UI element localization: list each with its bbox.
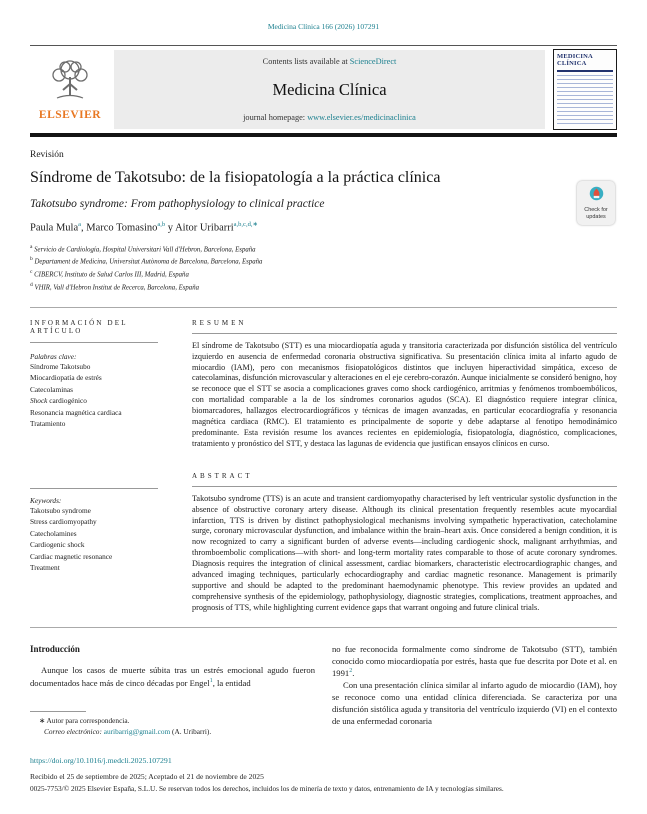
resumen-text: El síndrome de Takotsubo (STT) es una miocardiopatía aguda y transitoria caracterizada por disfunción sistólica del ventrículo izquierdo en ausencia de enfermedad coronaria obstructiva significativa. Su presentación clínica imita al infarto agudo de miocardio (IAM), pero con mecanismos fisiopatológicos distintos que incluyen hiperactividad simpática, exceso de catecolaminas, disfunción microvascular y alteraciones en el eje cerebro-corazón. Aunque inicialmente se consideró benigno, hoy se reconoce que el STT se asocia a complicaciones graves como shock cardiogénico, arritmias y fenómenos tromboembólicos, con mortalidad comparable a la de los síndromes coronarios agudos (SCA). El diagnóstico requiere integrar clínica, biomarcadores, hallazgos electrocardiográficos y técnicas de imagen avanzadas, en particular ecocardiografía y resonancia magnética cardiaca (RMC). El tratamiento es principalmente de soporte y debe adaptarse al fenotipo hemodinámico predominante. Esta revisión resume los avances recientes en epidemiología, fisiopatología, diagnóstico, complicaciones, tratamiento y pronóstico del STT, y destaca las lagunas de evidencia que justifican ensayos clínicos en curso. [192,340,617,448]
body-left-column [30,644,315,738]
reference-2-link[interactable]: 2 [349,668,353,675]
journal-citation: Medicina Clínica 166 (2026) 107291 [267,22,380,31]
abstract-block [192,472,617,614]
journal-masthead [114,50,545,129]
palabra-clave-item: Shock cardiogénico [30,396,87,406]
sciencedirect-link[interactable]: ScienceDirect [349,57,397,66]
author-line [30,220,617,234]
body-paragraph: no fue reconocida formalmente como síndrome de Takotsubo (STT), también conocido como miocardiopatía por estrés, hasta que fue descrita por Dote et al. en 1991$^2$. [332,643,617,679]
article-title-en: Takotsubo syndrome: From pathophysiology to clinical practice [30,198,325,210]
crossmark-icon [589,186,604,206]
journal-cover-thumbnail[interactable] [553,49,617,130]
article-type-label: Revisión [30,150,64,160]
body-columns [30,644,617,738]
author-separator: y [165,222,176,234]
doi-link[interactable]: https://doi.org/10.1016/j.medcli.2025.107291 [30,756,172,766]
palabra-clave-item: Catecolaminas [30,384,73,394]
elsevier-tree-icon [47,59,93,108]
keywords-block [30,488,178,574]
keywords-list [30,505,178,574]
check-for-updates-label: Check for updates [584,206,608,220]
contents-line [118,57,541,66]
author-affil-sup: a,b [157,221,166,228]
introduction-paragraph: Aunque los casos de muerte súbita tras un estrés emocional agudo fueron documentados hace más de cinco décadas por Engel$^1$, la entidad [30,664,315,688]
abstract-text: Takotsubo syndrome (TTS) is an acute and transient cardiomyopathy characterised by left ventricular systolic dysfunction in the absence of obstructive coronary artery disease. Although its clinical presentation frequently resembles acute myocardial infarction, TTS is driven by distinct pathophysiological mechanisms involving sympathetic hyperactivation, catecholamine surge, coronary microvascular dysfunction, and imbalance within the brain–heart axis. Once considered a benign condition, it is now recognized to carry a significant burden of adverse events—including cardiogenic shock, malignant arrhythmias, and thromboembolic complications—with short- and long-term mortality rates comparable to those of acute coronary syndromes. Diagnosis requires the integration of clinical assessment, cardiac biomarkers, characteristic electrocardiographic changes, and advanced imaging techniques, particularly echocardiography and cardiac magnetic resonance. Management is primarily supportive and should be adapted to the predominant haemodynamic phenotype. This review provides an updated and comprehensive synthesis of the epidemiology, pathophysiology, diagnostic strategies, complications, treatment approaches, and prognosis of TTS, while highlighting current evidence gaps that warrant ongoing and future clinical trials. [192,493,617,612]
body-paragraph: Con una presentación clínica similar al infarto agudo de miocardio (IAM), hoy se reconoce como una entidad clínica diferenciada. Se caracteriza por una disfunción sistólica aguda y transitoria del ventrículo izquierdo (VI) en el contexto de una enfermedad coronaria [332,680,617,726]
correspondence-footnote [30,711,315,738]
palabra-clave-item: Síndrome Takotsubo [30,361,91,371]
affiliation-line: $^a$ Servicio de Cardiología, Hospital Universitari Vall d'Hebron, Barcelona, España [30,243,256,253]
author-separator: , [81,222,87,234]
resumen-rule [192,333,617,334]
abstract-rule [192,486,617,487]
affiliation-line: $^d$ VHIR, Vall d'Hebron Institut de Recerca, Barcelona, España [30,281,199,292]
homepage-prefix: journal homepage: [243,113,308,122]
copyright-line: 0025-7753/© 2025 Elsevier España, S.L.U. Se reservan todos los derechos, incluidos los de minería de texto y datos, entrenamiento de IA y tecnologías similares. [30,784,504,794]
keywords-rule [30,488,158,489]
author-name: Paula Mula [30,222,79,234]
palabra-clave-item: Resonancia magnética cardiaca [30,407,122,417]
abstracts-column [192,319,617,614]
affiliation-line: $^b$ Departament de Medicina, Universitat Autònoma de Barcelona, Barcelona, España [30,256,263,266]
reference-1-link[interactable]: 1 [209,677,213,684]
palabras-clave-list [30,361,178,430]
article-info-rule [30,342,158,343]
page-footer [30,750,617,793]
elsevier-logo[interactable] [30,49,110,130]
divider-above-abstract [30,307,617,308]
article-info-column [30,319,192,614]
palabra-clave-item: Tratamiento [30,419,66,429]
journal-title: Medicina Clínica [272,79,387,99]
cover-toc-lines [557,75,613,127]
divider-above-body [30,627,617,628]
footnote-rule [30,711,86,712]
keyword-item: Treatment [30,563,60,573]
author-name: Marco Tomasino [86,222,158,234]
elsevier-wordmark: ELSEVIER [38,108,102,121]
affiliation-list [30,243,617,294]
check-for-updates-badge[interactable] [577,181,615,225]
author-affil-sup: a [78,221,82,228]
cover-title: MEDICINA CLÍNICA [557,53,593,67]
keyword-item: Catecholamines [30,528,77,538]
article-info-heading: INFORMACIÓN DEL ARTÍCULO [30,318,128,335]
keyword-item: Cardiac magnetic resonance [30,551,113,561]
palabras-clave-label: Palabras clave: [30,351,77,361]
keyword-item: Takotsubo syndrome [30,505,91,515]
keyword-item: Cardiogenic shock [30,540,85,550]
resumen-heading: RESUMEN [192,318,247,327]
affiliation-line: $^c$ CIBERCV, Instituto de Salud Carlos III, Madrid, España [30,269,189,279]
introduction-heading: Introducción [30,643,80,654]
cover-rule [557,70,613,72]
email-line: Correo electrónico: auribarrig@gmail.com (A. Uribarri). [44,727,212,737]
palabra-clave-item: Miocardiopatía de estrés [30,373,102,383]
received-accepted-line: Recibido el 25 de septiembre de 2025; Aceptado el 21 de noviembre de 2025 [30,772,264,782]
abstract-heading: ABSTRACT [192,471,253,480]
abstract-zone [30,319,617,614]
body-right-column [332,644,617,738]
homepage-line [118,113,541,122]
author-affil-sup: a,b,c,d,∗ [233,221,258,228]
journal-header-band [30,45,617,137]
article-title-es: Síndrome de Takotsubo: de la fisiopatología a la práctica clínica [30,169,441,186]
corresponding-author-note: ∗ Autor para correspondencia. [39,716,130,726]
journal-homepage-link[interactable]: www.elsevier.es/medicinaclinica [307,113,416,122]
keywords-label: Keywords: [30,495,62,505]
keyword-item: Stress cardiomyopathy [30,517,97,527]
author-email-link[interactable]: auribarrig@gmail.com [103,727,171,737]
contents-prefix: Contents lists available at [262,57,350,66]
author-name: Aitor Uribarri [175,222,234,234]
